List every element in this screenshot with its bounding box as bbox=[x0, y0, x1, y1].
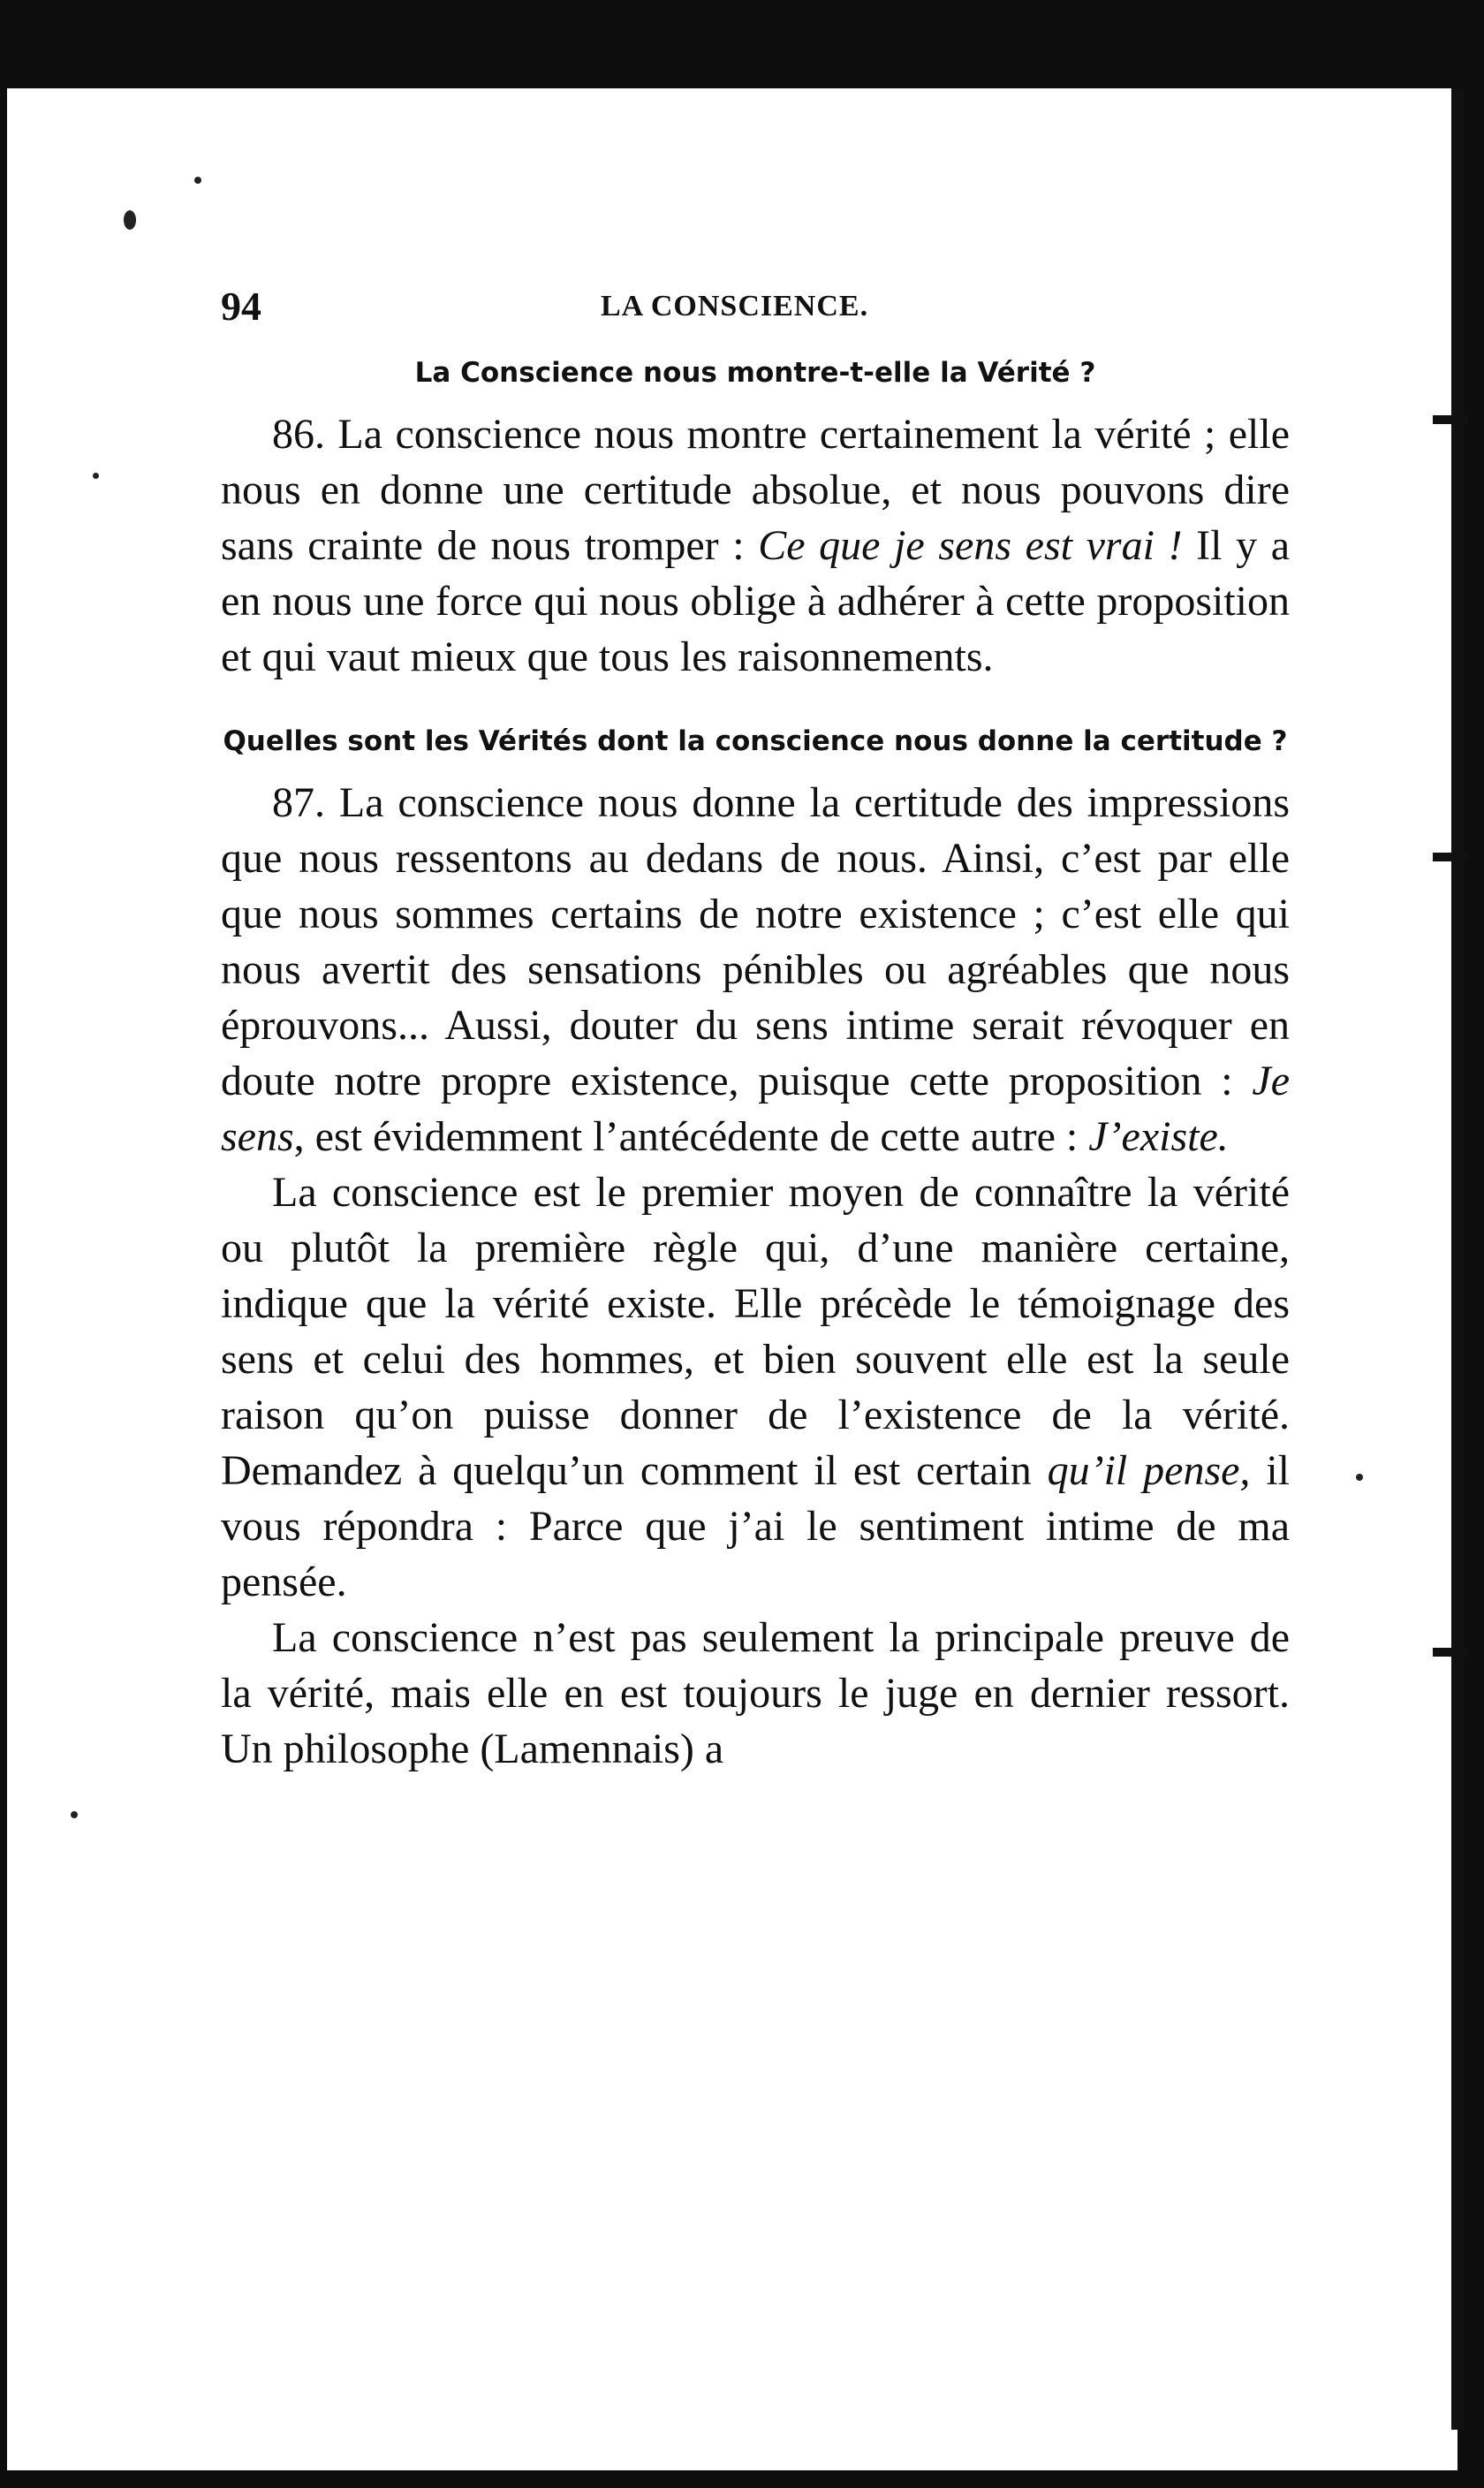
text-run: La conscience est le premier moyen de connaître la vérité ou plutôt la première règle qui, d’une manière certaine, indique que la vérité existe. Elle précède le témoignage des sens et celui des hommes, et bien souvent elle est la seule raison qu’on puisse donner de l’existence de la vérité. Demandez à quelqu’un comment il est certain bbox=[221, 1169, 1290, 1494]
paragraph bbox=[221, 1164, 1290, 1610]
speck bbox=[71, 1811, 78, 1818]
text-run: La conscience n’est pas seulement la principale preuve de la vérité, mais elle en est toujours le juge en dernier ressort. Un philosophe (Lamennais) a bbox=[221, 1614, 1290, 1772]
section-heading: La Conscience nous montre-t-elle la Vérité ? bbox=[414, 357, 1096, 389]
speck bbox=[194, 177, 201, 184]
page-edge-rule bbox=[1451, 88, 1464, 2430]
running-title: LA CONSCIENCE. bbox=[601, 290, 869, 322]
text-run: , est évidemment l’antécédente de cette autre : bbox=[293, 1113, 1089, 1160]
speck bbox=[1356, 1474, 1363, 1481]
paragraph bbox=[221, 775, 1290, 1164]
text-run: Il y a en nous une force qui nous oblige à adhérer à cette proposition et qui vaut mieux que tous les raisonnements. bbox=[221, 522, 1291, 680]
italic-text-run: Ce que je sens est vrai ! bbox=[758, 522, 1183, 569]
text-run: 86. La conscience nous montre certainement la vérité ; elle nous en donne une certitude absolue, et nous pouvons dire sans crainte de nous tromper : bbox=[221, 411, 1290, 569]
margin-mark bbox=[1433, 415, 1468, 424]
section-heading: Quelles sont les Vérités dont la conscience nous donne la certitude ? bbox=[223, 725, 1288, 757]
margin-mark bbox=[1433, 853, 1468, 861]
italic-text-run: Je sens bbox=[221, 1058, 1290, 1160]
text-run: il vous répondra : Parce que j’ai le sentiment intime de ma pensée. bbox=[221, 1447, 1291, 1605]
speck bbox=[93, 473, 99, 479]
text-run: 87. La conscience nous donne la certitude des impressions que nous ressentons au dedans de nous. Ainsi, c’est par elle que nous sommes certains de notre existence ; c’est elle qui nous avertit des sensations pénibles ou agréables que nous éprouvons... Aussi, douter du sens intime serait révoquer en doute notre propre existence, puisque cette proposition : bbox=[221, 779, 1290, 1104]
speck bbox=[124, 210, 136, 230]
running-head bbox=[221, 283, 1290, 336]
paragraph bbox=[221, 1610, 1290, 1777]
page-number: 94 bbox=[221, 284, 261, 329]
paragraph bbox=[221, 406, 1290, 685]
text-block bbox=[221, 283, 1290, 1777]
margin-mark bbox=[1433, 1648, 1468, 1657]
italic-text-run: qu’il pense, bbox=[1047, 1447, 1251, 1494]
italic-text-run: J’existe. bbox=[1088, 1113, 1229, 1160]
